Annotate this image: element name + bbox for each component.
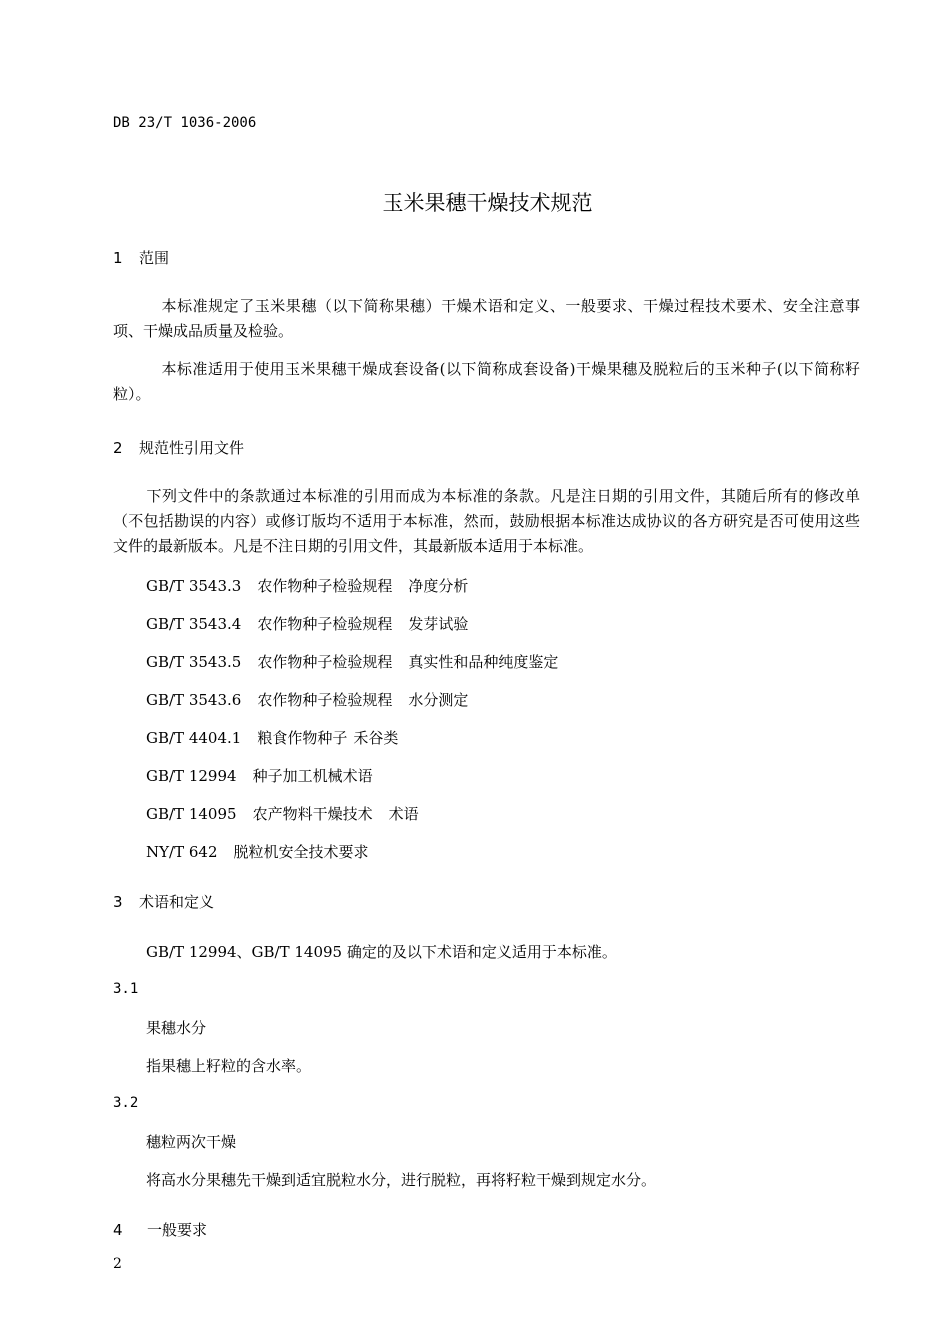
document-code: DB 23/T 1036-2006 — [113, 115, 257, 131]
section-number: 3 — [113, 893, 123, 911]
section-title: 规范性引用文件 — [139, 439, 245, 457]
reference-subtitle: 发芽试验 — [408, 615, 469, 633]
reference-subtitle: 水分测定 — [408, 691, 469, 709]
term-name: 果穗水分 — [146, 1019, 207, 1037]
section-title: 术语和定义 — [139, 893, 215, 911]
reference-subtitle: 净度分析 — [408, 577, 469, 595]
section-2-heading — [113, 437, 244, 458]
paragraph-text: 本标准适用于使用玉米果穗干燥成套设备(以下简称成套设备)干燥果穗及脱粒后的玉米种子(以下简称籽粒）。 — [113, 360, 860, 403]
section-number: 4 — [113, 1221, 123, 1239]
section-1-paragraph-1 — [113, 294, 860, 344]
reference-item — [146, 727, 398, 748]
reference-item — [146, 765, 389, 786]
reference-name: 脱粒机安全技术要求 — [233, 843, 369, 861]
reference-code: GB/T 12994 — [146, 767, 237, 785]
term-number: 3.1 — [113, 981, 139, 997]
reference-name: 粮食作物种子 — [257, 729, 348, 747]
term-definition: 将高水分果穗先干燥到适宜脱粒水分，进行脱粒，再将籽粒干燥到规定水分。 — [146, 1171, 657, 1189]
reference-item — [146, 689, 468, 710]
reference-code: GB/T 3543.6 — [146, 691, 242, 709]
reference-name: 农产物料干燥技术 — [252, 805, 373, 823]
paragraph-text: 本标准规定了玉米果穗（以下简称果穗）干燥术语和定义、一般要求、干燥过程技术要术、安全注意事项、干燥成品质量及检验。 — [113, 297, 860, 340]
section-number: 2 — [113, 439, 123, 457]
reference-item — [146, 803, 419, 824]
section-3-intro: GB/T 12994、GB/T 14095 确定的及以下术语和定义适用于本标准。 — [146, 943, 617, 961]
reference-code: GB/T 3543.5 — [146, 653, 242, 671]
term-definition: 指果穗上籽粒的含水率。 — [146, 1057, 312, 1075]
paragraph-text: 下列文件中的条款通过本标准的引用而成为本标准的条款。凡是注日期的引用文件，其随后所有的修改单（不包括勘误的内容）或修订版均不适用于本标准，然而，鼓励根据本标准达成协议的各方研究是否可使用这些文件的最新版本。凡是不注日期的引用文件，其最新版本适用于本标准。 — [113, 487, 860, 555]
reference-code: NY/T 642 — [146, 843, 218, 861]
section-3-heading — [113, 891, 214, 912]
section-title: 一般要求 — [147, 1221, 208, 1239]
section-number: 1 — [113, 249, 123, 267]
section-2-intro — [113, 484, 860, 559]
section-4-heading — [113, 1219, 207, 1240]
reference-code: GB/T 3543.4 — [146, 615, 242, 633]
reference-name: 农作物种子检验规程 — [257, 653, 393, 671]
reference-item — [146, 613, 468, 634]
reference-item — [146, 841, 385, 862]
reference-item — [146, 575, 468, 596]
term-number: 3.2 — [113, 1095, 139, 1111]
reference-code: GB/T 3543.3 — [146, 577, 242, 595]
reference-name: 农作物种子检验规程 — [257, 691, 393, 709]
reference-subtitle: 真实性和品种纯度鉴定 — [408, 653, 559, 671]
page-number: 2 — [113, 1256, 122, 1272]
section-1-heading — [113, 247, 169, 268]
term-name: 穗粒两次干燥 — [146, 1133, 237, 1151]
reference-code: GB/T 4404.1 — [146, 729, 242, 747]
reference-code: GB/T 14095 — [146, 805, 237, 823]
reference-name: 种子加工机械术语 — [252, 767, 373, 785]
section-title: 范围 — [139, 249, 170, 267]
section-1-paragraph-2 — [113, 357, 860, 407]
reference-name: 农作物种子检验规程 — [257, 615, 393, 633]
reference-subtitle: 禾谷类 — [353, 729, 399, 747]
reference-subtitle: 术语 — [388, 805, 419, 823]
document-title: 玉米果穗干燥技术规范 — [382, 191, 593, 215]
reference-item — [146, 651, 558, 672]
reference-name: 农作物种子检验规程 — [257, 577, 393, 595]
